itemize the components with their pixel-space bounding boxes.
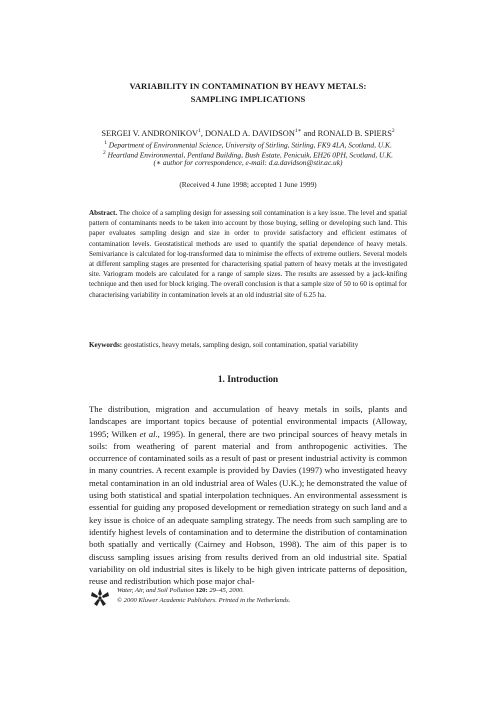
journal-footer (89, 586, 407, 610)
footer-citation-line (117, 586, 407, 596)
abstract (89, 208, 407, 300)
introduction-body (89, 403, 407, 587)
received-dates: (Received 4 June 1998; accepted 1 June 1999) (179, 180, 317, 189)
journal-volume: 120: (193, 587, 208, 594)
abstract-label: Abstract. (89, 209, 118, 217)
author-1-affil-mark: 1 (198, 128, 201, 134)
author-2: , DONALD A. DAVIDSON (200, 128, 295, 138)
correspondence-note: (∗ author for correspondence, e-mail: d.a.davidson@stir.ac.uk) (153, 158, 343, 167)
author-1: SERGEI V. ANDRONIKOV (101, 128, 199, 138)
copyright-line: © 2000 Kluwer Academic Publishers. Printed in the Netherlands. (117, 596, 291, 604)
publisher-logo-icon (89, 587, 111, 607)
title-line-2: SAMPLING IMPLICATIONS (190, 94, 306, 104)
affiliation-2-mark: 2 (102, 150, 106, 156)
journal-name: Water, Air, and Soil Pollution (117, 587, 194, 594)
abstract-text: The choice of a sampling design for assessing soil contamination is a key issue. The level and spatial pattern of contaminants needs to be taken into account by those buying, selling or developing such land. This paper evaluates sampling design and size in order to provide satisfactory and efficient estimates of contamination levels. Geostatistical methods are used to quantify the spatial dependence of heavy metals. Semivariance is calculated for log-transformed data to minimise the effects of extreme outliers. Several models at different sampling stages are presented for characterising spatial pattern of heavy metals at the investigated site. Variogram models are calculated for a range of sample sizes. The results are assessed by a jack-knifing technique and then used for block kriging. The overall conclusion is that a sample size of 50 to 60 is optimal for characterising variability in contamination levels at an old industrial site of 6.25 ha. (89, 209, 407, 299)
intro-text-part-2: ., 1995). In general, there are two principal sources of heavy metals in soils: from weathering of parent material and from anthropogenic activities. The occurrence of contaminated soils as a result of past or present industrial activity is common in many countries. A recent example is provided by Davies (1997) who investigated heavy metal contamination in an old industrial area of Wales (U.K.); he demonstrated the value of using both statistical and spatial interpolation techniques. An environmental assessment is essential for guiding any proposed development or remediation strategy on such land and a key issue is choice of an adequate sampling strategy. The needs from such sampling are to identify highest levels of contamination and to determine the distribution of contamination both spatially and vertically (Cairney and Hobson, 1998). The aim of this paper is to discuss sampling issues arising from results derived from an old industrial site. Spatial variability on old industrial sites is likely to be high given intricate patterns of deposition, reuse and redistribution which pose major chal- (89, 428, 407, 587)
keywords-text: geostatistics, heavy metals, sampling design, soil contamination, spatial variability (122, 341, 359, 349)
section-heading-introduction: 1. Introduction (217, 375, 279, 385)
author-3-affil-mark: 2 (391, 128, 395, 134)
paper-title (0, 80, 496, 106)
author-list (0, 126, 496, 139)
intro-etal: et al (139, 428, 156, 439)
title-line-1: VARIABILITY IN CONTAMINATION BY HEAVY METALS: (129, 81, 367, 91)
keywords-label: Keywords: (89, 341, 123, 349)
affiliation-1-mark: 1 (104, 140, 107, 146)
affiliation-2-text: Heartland Environmental, Pentland Building, Bush Estate, Penicuik, EH26 0PH, Scotland, U.K. (105, 150, 394, 160)
author-2-affil-mark: 1∗ (294, 128, 302, 134)
author-3: and RONALD B. SPIERS (301, 128, 392, 138)
affiliation-1-text: Department of Environmental Science, University of Stirling, Stirling, FK9 4LA, Scotland, U.K. (106, 140, 392, 150)
journal-pages: 29–45, 2000. (207, 587, 244, 594)
intro-text-part-1: The distribution, migration and accumulation of heavy metals in soils, plants and landscapes are important topics because of potential environmental impacts (Alloway, 1995; Wilken (89, 404, 407, 439)
keywords (89, 340, 407, 350)
footer-citation (117, 586, 407, 605)
